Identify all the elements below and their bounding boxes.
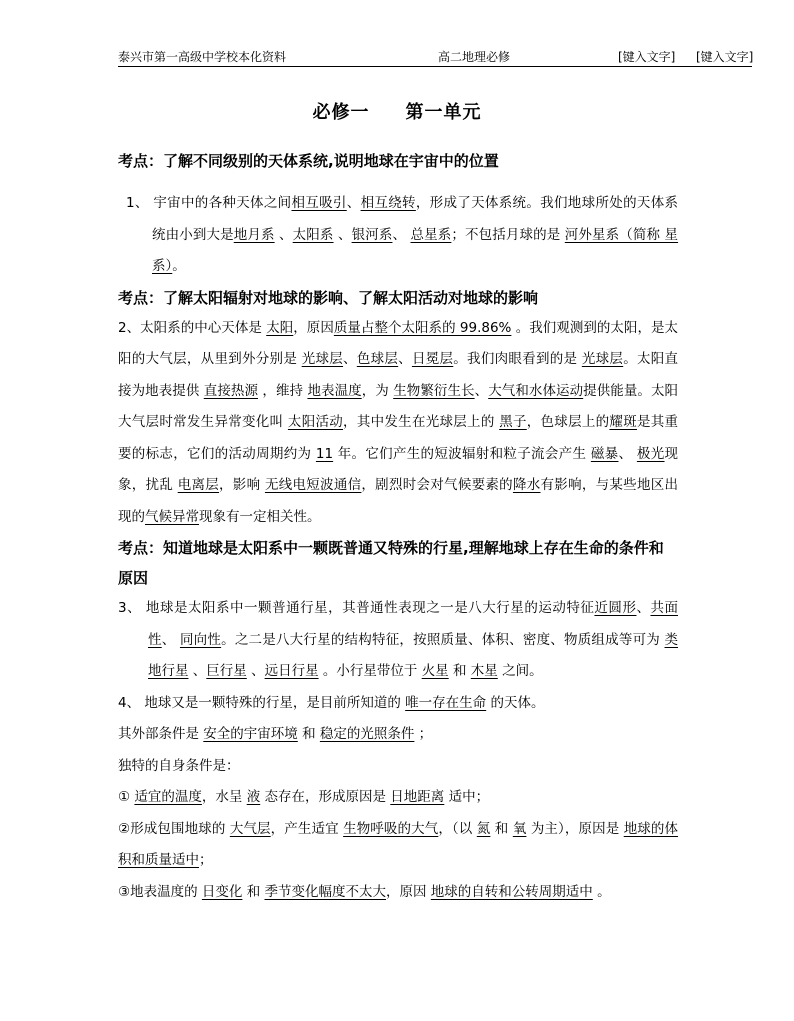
text: ，剧烈时会对气候要素的: [361, 477, 513, 493]
answer-blank: 日变化: [201, 883, 243, 900]
page-header: [118, 46, 752, 67]
answer-blank: 液: [246, 789, 261, 805]
answer-blank: 地表温度: [307, 382, 362, 399]
answer-blank: 巨行星: [206, 663, 247, 679]
answer-blank: 极光: [636, 445, 665, 462]
answer-blank: 生物呼吸的大气: [343, 820, 439, 837]
answer-blank: 总星系: [410, 226, 452, 243]
paragraph-7: [118, 782, 678, 814]
text: 适中；: [444, 789, 490, 805]
text: 4、 地球又是一颗特殊的行星，是目前所知道的: [118, 694, 406, 711]
answer-blank: 地球的自转和公转周期适中: [430, 883, 593, 900]
answer-blank: 安全的宇宙环境: [203, 726, 298, 742]
page-title: [0, 98, 794, 124]
header-placeholder-1: [键入文字]: [618, 50, 676, 64]
text: 和: [490, 820, 513, 837]
text: ，其中发生在光球层上的: [343, 414, 500, 430]
text: 3、 地球是太阳系中一颗普通行星，其普通性表现之一是八大行星的运动特征: [118, 600, 595, 616]
text: 提供能量。太阳大气层时常发生异常变化叫: [118, 382, 679, 430]
text: ，为: [361, 382, 394, 399]
text: ①: [118, 789, 135, 805]
text: 为主），原因是: [526, 820, 624, 837]
kaodian-heading-3: 考点：知道地球是太阳系中一颗既普通又特殊的行星,理解地球上存在生命的条件和原因: [118, 539, 664, 587]
text: 、: [392, 226, 411, 243]
text: 。我们肉眼看到的是: [453, 351, 582, 367]
text: ②形成包围地球的: [118, 820, 230, 837]
answer-blank: 氧: [512, 820, 527, 837]
paragraph-2: [118, 313, 678, 534]
paragraph-3: [118, 593, 678, 688]
text: ，影响: [219, 477, 265, 493]
text: 、: [246, 663, 265, 679]
answer-blank: 降水: [512, 477, 541, 493]
text: 、: [346, 195, 361, 211]
text: 、: [398, 351, 412, 367]
text: 。: [592, 883, 611, 900]
text: 。之二是八大行星的结构特征，按照质量、体积、密度、物质组成等可为: [221, 631, 665, 648]
answer-blank: 大气和水体运动: [488, 382, 584, 399]
text: ，维持: [258, 382, 308, 399]
text: 独特的自身条件是：: [118, 757, 240, 774]
text: ；: [414, 726, 433, 742]
text: 现象，扰乱: [118, 445, 679, 493]
answer-blank: 质量占整个太阳系的 99.86%: [333, 319, 512, 336]
paragraph-8: [118, 814, 678, 877]
header-school-name: 泰兴市第一高级中学校本化资料: [118, 50, 287, 64]
kaodian-heading-2: 考点：了解太阳辐射对地球的影响、了解太阳活动对地球的影响: [118, 288, 539, 307]
answer-blank: 适宜的温度: [134, 789, 202, 805]
text: 。: [172, 258, 186, 274]
paragraph-1: [118, 188, 678, 283]
text: 其外部条件是: [118, 726, 204, 742]
answer-blank: 色球层: [356, 351, 399, 367]
text: ，（以: [438, 820, 477, 837]
text: 、: [343, 351, 357, 367]
answer-blank: 11: [315, 445, 334, 462]
answer-blank: 直接热源: [203, 382, 259, 399]
text: 。太阳直接为地表提供: [118, 351, 679, 399]
header-course-name: 高二地理必修: [438, 50, 511, 64]
text: 、: [161, 631, 180, 648]
answer-blank: 太阳系: [292, 226, 334, 243]
text: 。小行星带位于: [318, 663, 422, 679]
text: 、: [474, 382, 489, 399]
answer-blank: 银河系: [351, 226, 393, 243]
answer-blank: 日冕层: [411, 351, 454, 367]
text: 态存在，形成原因是: [260, 789, 391, 805]
answer-blank: 稳定的光照条件: [319, 726, 415, 742]
paragraph-9: [118, 877, 678, 909]
answer-blank: 氮: [476, 820, 491, 837]
answer-blank: 日地距离: [390, 789, 445, 805]
header-placeholder-2: [键入文字]: [696, 50, 754, 64]
kaodian-heading-1: 考点：了解不同级别的天体系统,说明地球在宇宙中的位置: [118, 152, 499, 170]
text: 现象有一定相关性。: [199, 508, 321, 525]
answer-blank: 光球层: [581, 351, 624, 367]
text: 1、 宇宙中的各种天体之间: [126, 195, 292, 211]
answer-blank: 太阳活动: [287, 414, 344, 430]
text: ，色球层上的: [526, 414, 610, 430]
answer-blank: 地月系: [233, 226, 275, 243]
main-content: [118, 146, 678, 908]
answer-blank: 同向性: [179, 631, 222, 648]
paragraph-5: [118, 719, 678, 751]
title-part2: 第一单元: [405, 102, 482, 123]
answer-blank: 共面性: [148, 600, 678, 648]
answer-blank: 远日行星: [264, 663, 319, 679]
answer-blank: 黑子: [499, 414, 527, 430]
text: ；不包括月球的是: [451, 226, 565, 243]
answer-blank: 近圆形: [594, 600, 637, 616]
text: 、: [274, 226, 293, 243]
text: 之间。: [497, 663, 543, 679]
text: 、: [188, 663, 207, 679]
paragraph-4: [118, 688, 678, 720]
paragraph-6: [118, 751, 678, 783]
answer-blank: 电离层: [177, 477, 220, 493]
title-part1: 必修一: [312, 102, 370, 123]
text: 。我们观测到的太阳，是太阳的大气层，从里到外分别是: [118, 319, 678, 367]
text: 是其重要的标志，它们的活动周期约为: [118, 414, 679, 462]
text: 和: [448, 663, 471, 679]
text: ；: [199, 852, 213, 868]
text: 年。它们产生的短波辐射和粒子流会产生: [333, 445, 591, 462]
answer-blank: 磁暴: [590, 445, 619, 462]
text: ③地表温度的: [118, 883, 202, 900]
text: ，形成了天体系统。我们地球所处的天体系统由小到大是: [152, 195, 679, 243]
text: 和: [242, 883, 265, 900]
answer-blank: 大气层: [229, 820, 271, 837]
text: 、: [333, 226, 352, 243]
answer-blank: 季节变化幅度不太大: [264, 883, 386, 900]
answer-blank: 光球层: [301, 351, 344, 367]
answer-blank: 类地行星: [148, 631, 679, 679]
answer-blank: 无线电短波通信: [264, 477, 362, 493]
text: 和: [297, 726, 320, 742]
answer-blank: 木星: [470, 663, 498, 679]
text: ，原因: [293, 319, 334, 336]
answer-blank: 耀斑: [609, 414, 637, 430]
text: ，原因: [386, 883, 431, 900]
answer-blank: 太阳: [266, 319, 294, 336]
answer-blank: 相互绕转: [360, 195, 416, 211]
answer-blank: 地球的体积和质量适中: [118, 820, 679, 868]
text: ，产生适宜: [270, 820, 344, 837]
answer-blank: 火星: [421, 663, 449, 679]
text: 、: [636, 600, 651, 616]
text: 、: [618, 445, 637, 462]
text: 有影响，与某些地区出现的: [118, 477, 679, 525]
text: 的天体。: [486, 694, 545, 711]
answer-blank: 生物繁衍生长: [393, 382, 475, 399]
text: 2、太阳系的中心天体是: [118, 319, 267, 336]
answer-blank: 河外星系（简称 星系）: [152, 226, 679, 274]
answer-blank: 气候异常: [145, 508, 199, 525]
answer-blank: 相互吸引: [291, 195, 347, 211]
text: ，水呈: [201, 789, 247, 805]
answer-blank: 唯一存在生命: [405, 694, 487, 711]
